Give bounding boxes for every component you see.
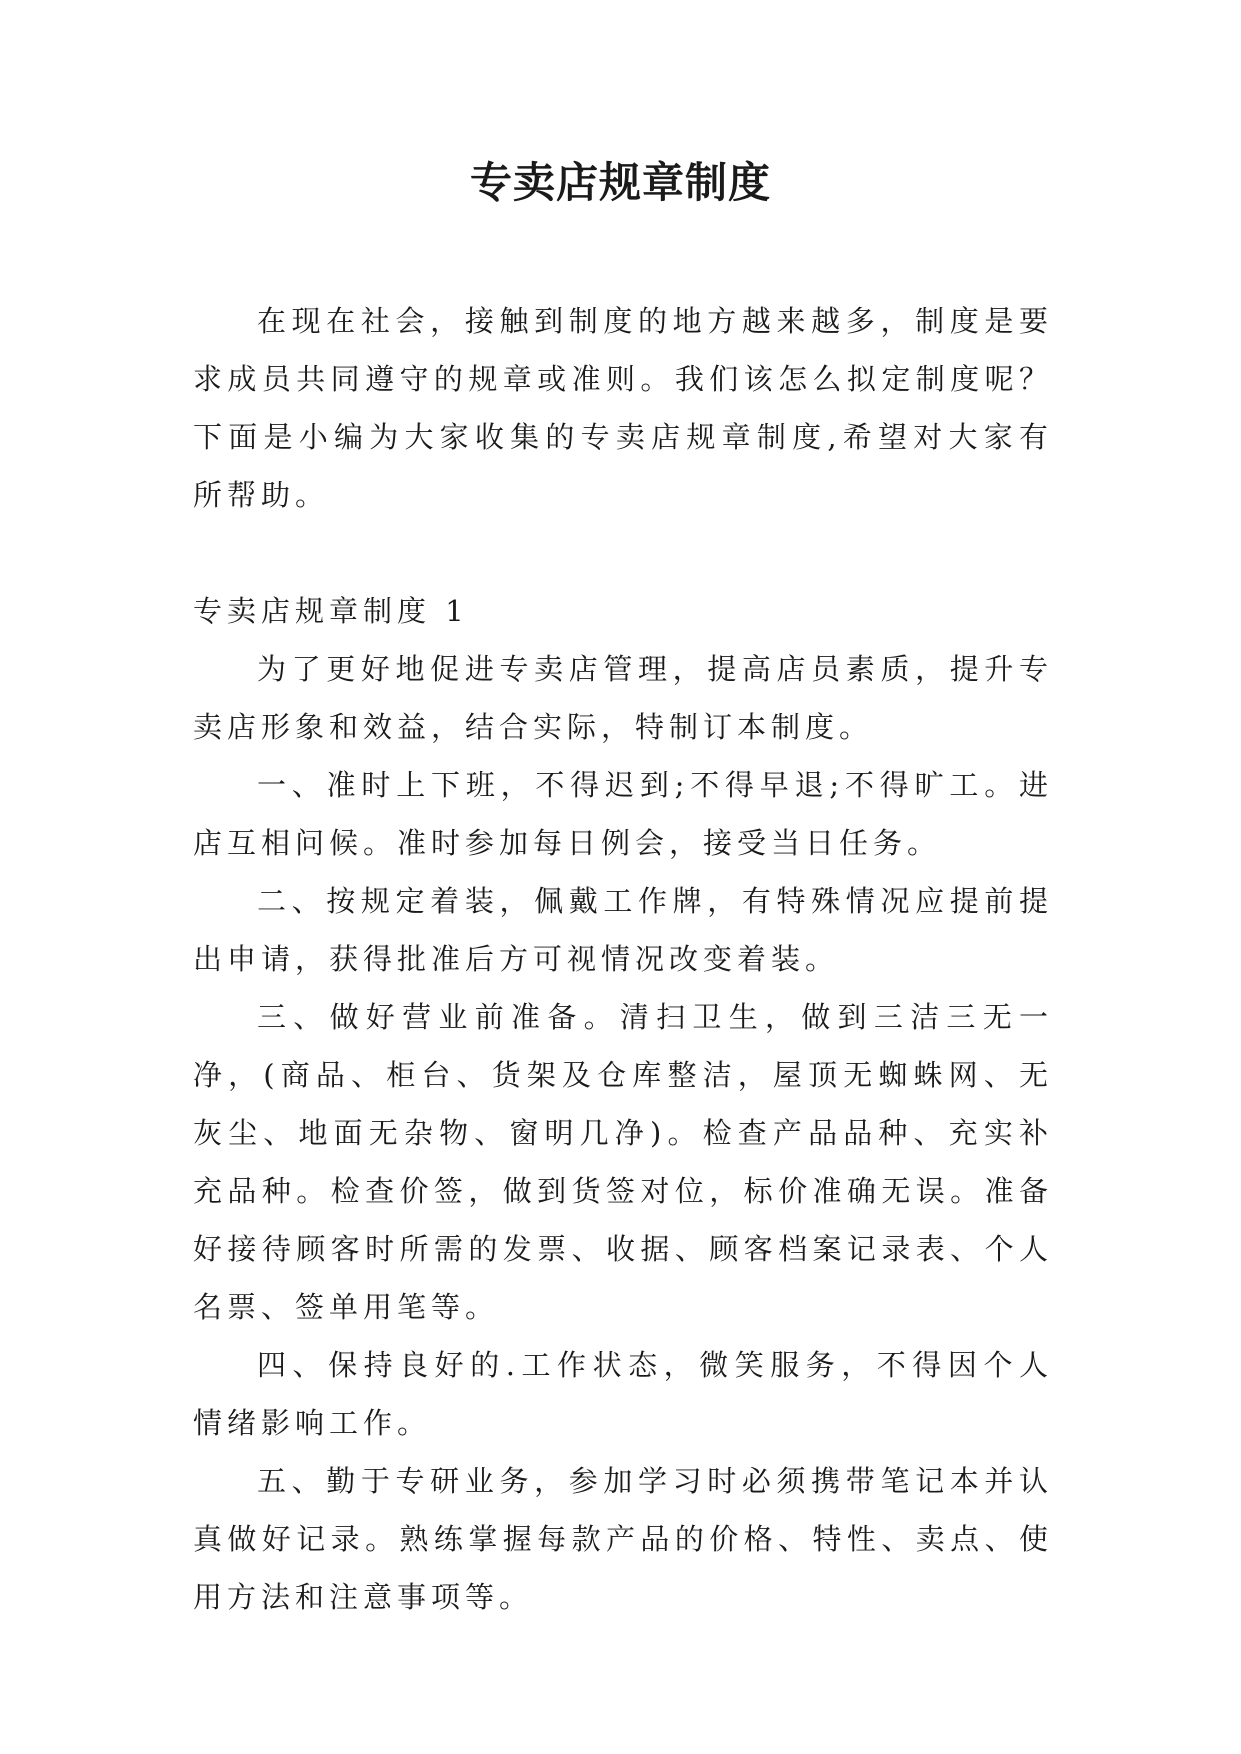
document-title: 专卖店规章制度 — [469, 158, 771, 207]
body-paragraph: 三、做好营业前准备。清扫卫生，做到三洁三无一净，(商品、柜台、货架及仓库整洁，屋顶无蜘蛛网、无灰尘、地面无杂物、窗明几净)。检查产品品种、充实补充品种。检查价签，做到货签对位，标价准确无误。准备好接待顾客时所需的发票、收据、顾客档案记录表、个人名票、签单用笔等。 — [193, 1000, 1053, 1324]
body-paragraph: 一、准时上下班，不得迟到;不得早退;不得旷工。进店互相问候。准时参加每日例会，接受当日任务。 — [193, 768, 1053, 860]
section-heading: 专卖店规章制度 1 — [193, 594, 469, 628]
paragraph-spacer — [193, 524, 1053, 582]
body-paragraph: 五、勤于专研业务，参加学习时必须携带笔记本并认真做好记录。熟练掌握每款产品的价格、特性、卖点、使用方法和注意事项等。 — [193, 1464, 1053, 1614]
intro-paragraph: 在现在社会，接触到制度的地方越来越多，制度是要求成员共同遵守的规章或准则。我们该怎么拟定制度呢？下面是小编为大家收集的专卖店规章制度,希望对大家有所帮助。 — [193, 304, 1053, 512]
body-paragraph: 为了更好地促进专卖店管理，提高店员素质，提升专卖店形象和效益，结合实际，特制订本制度。 — [193, 652, 1053, 744]
document-body — [193, 292, 1053, 1626]
body-paragraph: 二、按规定着装，佩戴工作牌，有特殊情况应提前提出申请，获得批准后方可视情况改变着装。 — [193, 884, 1053, 976]
body-paragraph: 四、保持良好的.工作状态，微笑服务，不得因个人情绪影响工作。 — [193, 1348, 1053, 1440]
